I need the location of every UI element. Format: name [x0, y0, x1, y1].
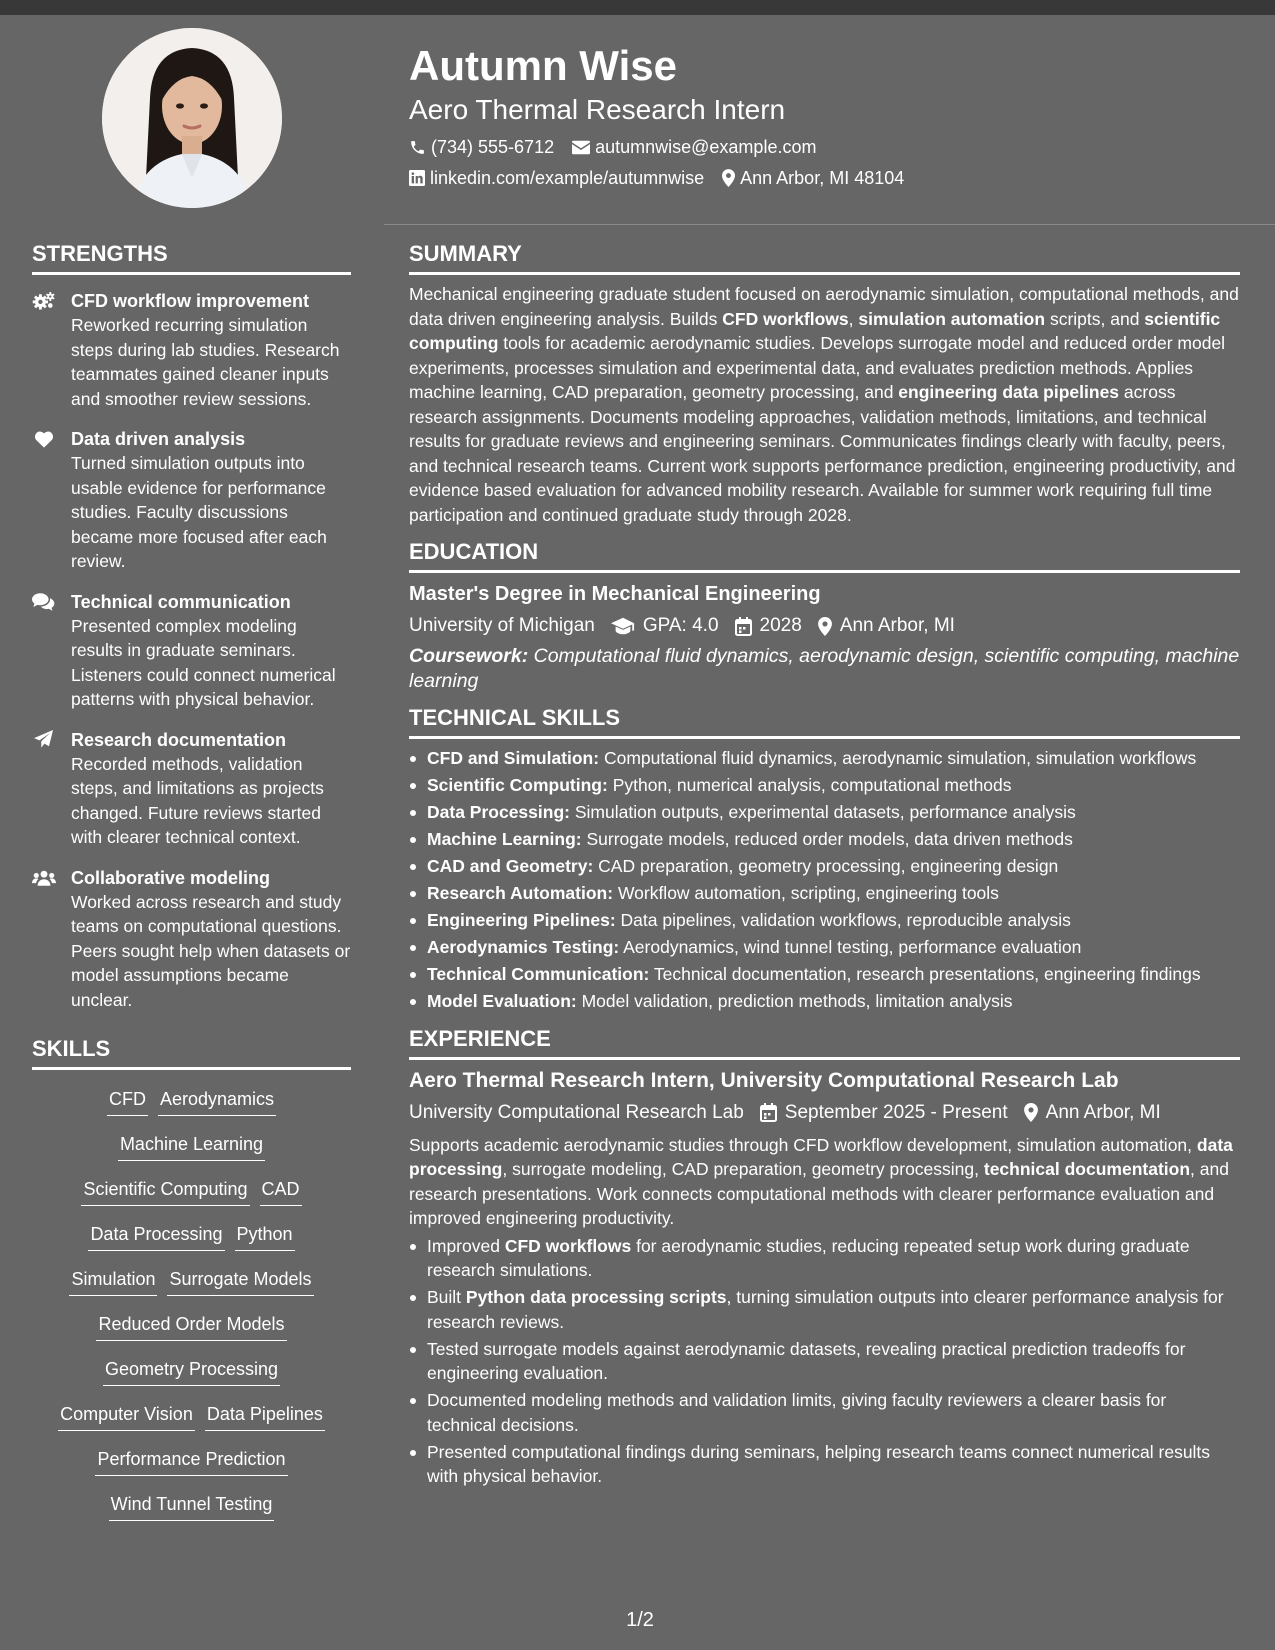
skill-values: Workflow automation, scripting, engineering tools — [617, 883, 999, 903]
skills-rule — [32, 1067, 351, 1070]
education-heading: EDUCATION — [409, 539, 539, 564]
technical-skill-item — [409, 854, 1240, 879]
year-text: 2028 — [759, 615, 802, 636]
coursework-label: Coursework: — [409, 645, 529, 667]
bold-text: CFD workflows — [504, 1235, 632, 1256]
skill-category: Scientific Computing: — [427, 775, 608, 795]
strength-desc: Turned simulation outputs into usable evidence for performance studies. Faculty discussions became more focused after each review. — [71, 453, 327, 571]
skill-tag: Machine Learning — [118, 1129, 265, 1161]
experience-section — [409, 1026, 1240, 1489]
text-run: for aerodynamic studies, reducing repeated setup work during graduate research simulations. — [427, 1235, 1190, 1280]
edu-location-item — [818, 613, 955, 639]
skill-tag: Data Pipelines — [205, 1399, 325, 1431]
skill-row — [32, 1084, 351, 1129]
experience-bullet — [409, 1234, 1240, 1283]
skill-tag: CAD — [260, 1174, 302, 1206]
skill-tag: Aerodynamics — [158, 1084, 276, 1116]
education-rule — [409, 570, 1240, 573]
experience-bullet — [409, 1337, 1240, 1386]
skill-values: Aerodynamics, wind tunnel testing, performance evaluation — [623, 937, 1082, 957]
strength-title: Technical communication — [71, 591, 291, 612]
bold-text: scientific computing — [409, 308, 1221, 353]
gpa-item — [611, 613, 719, 639]
skill-tag: Performance Prediction — [95, 1444, 287, 1476]
strengths-list — [32, 289, 351, 1012]
skill-row — [32, 1219, 351, 1264]
skill-category: Engineering Pipelines: — [427, 910, 616, 930]
strengths-heading: STRENGTHS — [32, 241, 168, 266]
job-dates-item — [760, 1100, 1008, 1126]
skill-values: Simulation outputs, experimental datasets, performance analysis — [574, 802, 1076, 822]
skill-values: Computational fluid dynamics, aerodynamic simulation, simulation workflows — [603, 748, 1197, 768]
linkedin-contact[interactable] — [409, 166, 704, 190]
location-contact — [722, 166, 904, 190]
paper-plane-icon — [32, 730, 56, 750]
technical-skill-item — [409, 908, 1240, 933]
job-title: Aero Thermal Research Intern, University Computational Research Lab — [409, 1068, 1119, 1092]
strength-title: CFD workflow improvement — [71, 291, 310, 311]
graduation-cap-icon — [611, 617, 635, 635]
resume-header — [409, 43, 1229, 190]
text-run: , and research presentations. Work connects computational methods with clearer performance evaluation and improved engineering productivity. — [409, 1159, 1229, 1228]
calendar-icon — [735, 617, 752, 636]
skill-values: Surrogate models, reduced order models, data driven methods — [586, 829, 1073, 849]
skill-values: Model validation, prediction methods, limitation analysis — [581, 991, 1013, 1011]
experience-rule — [409, 1057, 1240, 1060]
skill-row — [32, 1174, 351, 1219]
technical-skills-list — [409, 746, 1240, 1014]
skill-row — [32, 1354, 351, 1399]
sidebar — [32, 241, 351, 1534]
text-run: tools for academic aerodynamic studies. Develops surrogate model and reduced order model experiments, processes simulation and experimental data, and evaluates prediction methods. Applies machine learning, CAD preparation, geometry processing, and — [409, 333, 1226, 402]
skill-category: Research Automation: — [427, 883, 614, 903]
strength-item — [32, 289, 351, 411]
job-meta — [409, 1100, 1240, 1126]
technical-skill-item — [409, 962, 1240, 987]
summary-text — [409, 282, 1240, 527]
text-run: Tested surrogate models against aerodynamic datasets, revealing practical prediction tradeoffs for engineering evaluation. — [427, 1338, 1186, 1383]
map-marker-icon — [818, 617, 832, 636]
skill-tag: Geometry Processing — [103, 1354, 280, 1386]
phone-contact[interactable] — [409, 135, 554, 159]
summary-rule — [409, 272, 1240, 275]
coursework — [409, 644, 1240, 693]
skill-category: Aerodynamics Testing: — [427, 937, 620, 957]
strength-item — [32, 866, 351, 1013]
profile-photo — [102, 28, 282, 208]
contact-row-2 — [409, 166, 1229, 190]
top-bar — [0, 0, 1275, 15]
education-meta — [409, 613, 1240, 639]
experience-bullet — [409, 1285, 1240, 1334]
technical-skill-item — [409, 881, 1240, 906]
text-run: Supports academic aerodynamic studies through CFD workflow development, simulation automation, — [409, 1134, 1197, 1155]
phone-text: (734) 555-6712 — [431, 137, 555, 157]
technical-skill-item — [409, 827, 1240, 852]
map-marker-icon — [1024, 1103, 1038, 1122]
skill-tag: Reduced Order Models — [96, 1309, 286, 1341]
text-run: Mechanical engineering graduate student focused on aerodynamic simulation, computational methods, and data driven engineering analysis. Builds — [409, 284, 1239, 329]
text-run: , surrogate modeling, CAD preparation, geometry processing, — [502, 1159, 984, 1179]
users-icon — [32, 868, 56, 888]
skill-tag: Simulation — [69, 1264, 157, 1296]
text-run: scripts, and — [1045, 308, 1145, 329]
envelope-icon — [572, 140, 590, 155]
skill-values: Python, numerical analysis, computational methods — [612, 775, 1012, 795]
job-location-item — [1024, 1100, 1161, 1126]
technical-skill-item — [409, 800, 1240, 825]
technical-skills-heading: TECHNICAL SKILLS — [409, 705, 621, 730]
text-run: , — [848, 308, 859, 329]
coursework-text: Computational fluid dynamics, aerodynamic design, scientific computing, machine learning — [409, 645, 1240, 692]
skill-category: CFD and Simulation: — [427, 748, 600, 768]
skill-row — [32, 1309, 351, 1354]
skill-row — [32, 1399, 351, 1444]
experience-heading: EXPERIENCE — [409, 1025, 551, 1051]
experience-bullets — [409, 1234, 1240, 1489]
strength-item — [32, 427, 351, 574]
skill-tag: Computer Vision — [58, 1399, 195, 1431]
strength-desc: Reworked recurring simulation steps during lab studies. Research teammates gained cleaner inputs and smoother review sessions. — [71, 315, 340, 409]
skill-category: Model Evaluation: — [427, 991, 577, 1011]
comments-icon — [32, 592, 56, 612]
contact-row-1 — [409, 135, 1229, 159]
text-run: , turning simulation outputs into clearer performance analysis for research reviews. — [427, 1287, 1224, 1332]
education-section — [409, 539, 1240, 693]
linkedin-icon — [409, 170, 425, 186]
skill-tag: Scientific Computing — [81, 1174, 249, 1206]
heart-icon — [32, 429, 56, 449]
skill-tag: Data Processing — [88, 1219, 224, 1251]
degree-title: Master's Degree in Mechanical Engineering — [409, 583, 821, 605]
phone-icon — [409, 139, 426, 156]
skill-values: Technical documentation, research presentations, engineering findings — [653, 964, 1201, 984]
skill-values: CAD preparation, geometry processing, engineering design — [598, 856, 1059, 876]
candidate-role: Aero Thermal Research Intern — [409, 94, 786, 125]
strength-desc: Worked across research and study teams on computational questions. Peers sought help when datasets or model assumptions became unclear. — [71, 891, 351, 1010]
skill-tag: Wind Tunnel Testing — [109, 1489, 275, 1521]
school-name: University of Michigan — [409, 615, 595, 636]
experience-intro — [409, 1133, 1240, 1231]
gpa-text: GPA: 4.0 — [642, 615, 719, 636]
main-content — [409, 241, 1240, 1501]
technical-skill-item — [409, 935, 1240, 960]
skill-row — [32, 1129, 351, 1174]
skill-tag: Surrogate Models — [167, 1264, 313, 1296]
bold-text: Python data processing scripts — [465, 1287, 727, 1307]
map-marker-icon — [722, 169, 735, 187]
year-item — [735, 613, 802, 639]
page-number: 1/2 — [626, 1609, 654, 1631]
bold-text: CFD workflows — [722, 308, 849, 329]
bold-text: technical documentation — [983, 1159, 1191, 1179]
summary-section — [409, 241, 1240, 527]
skill-tag: CFD — [107, 1084, 148, 1116]
job-dates-text: September 2025 - Present — [784, 1101, 1008, 1123]
email-contact[interactable] — [572, 135, 816, 159]
calendar-icon — [760, 1103, 777, 1122]
technical-skill-item — [409, 989, 1240, 1014]
technical-skill-item — [409, 773, 1240, 798]
experience-bullet — [409, 1388, 1240, 1437]
strengths-rule — [32, 272, 351, 275]
technical-skills-section — [409, 705, 1240, 1014]
skill-tag: Python — [235, 1219, 295, 1251]
skill-category: Technical Communication: — [427, 964, 650, 984]
bold-text: simulation automation — [858, 308, 1046, 329]
resume-page — [0, 15, 1275, 1650]
strength-title: Data driven analysis — [71, 429, 246, 449]
strength-item — [32, 728, 351, 850]
text-run: across research assignments. Documents modeling approaches, validation methods, limitations, and technical results for graduate reviews and engineering seminars. Communicates findings clearly with faculty, peers, and technical research teams. Current work supports performance prediction, engineering productivity, and evidence based evaluation for advanced mobility research. Available for summer work requiring full time participation and continued graduate study through 2028. — [409, 382, 1236, 525]
strength-desc: Presented complex modeling results in graduate seminars. Listeners could connect numerical patterns with physical behavior. — [71, 615, 336, 709]
strength-title: Research documentation — [71, 729, 287, 750]
text-run: Improved — [427, 1235, 505, 1256]
strength-item — [32, 590, 351, 712]
text-run: Built — [427, 1287, 466, 1307]
edu-location-text: Ann Arbor, MI — [839, 615, 955, 636]
header-divider — [384, 224, 1275, 225]
strength-desc: Recorded methods, validation steps, and limitations as projects changed. Future reviews started with clearer technical context. — [71, 753, 324, 847]
strength-title: Collaborative modeling — [71, 867, 271, 888]
skills-heading: SKILLS — [32, 1036, 111, 1061]
job-org: University Computational Research Lab — [409, 1101, 744, 1123]
text-run: Presented computational findings during seminars, helping research teams connect numerical results with physical behavior. — [427, 1441, 1211, 1486]
skill-category: Data Processing: — [427, 802, 570, 822]
job-location-text: Ann Arbor, MI — [1045, 1101, 1161, 1123]
experience-bullet — [409, 1440, 1240, 1489]
skill-values: Data pipelines, validation workflows, reproducible analysis — [620, 910, 1071, 930]
skill-category: Machine Learning: — [427, 829, 582, 849]
technical-skill-item — [409, 746, 1240, 771]
location-text: Ann Arbor, MI 48104 — [740, 168, 905, 188]
linkedin-text: linkedin.com/example/autumnwise — [430, 168, 705, 188]
technical-skills-rule — [409, 736, 1240, 739]
skill-row — [32, 1264, 351, 1309]
bold-text: engineering data pipelines — [898, 382, 1120, 402]
skill-row — [32, 1444, 351, 1489]
candidate-name: Autumn Wise — [409, 42, 677, 89]
gears-icon — [32, 291, 56, 311]
text-run: Documented modeling methods and validation limits, giving faculty reviewers a clearer basis for technical decisions. — [427, 1390, 1167, 1435]
skills-list — [32, 1084, 351, 1534]
email-text: autumnwise@example.com — [595, 137, 817, 157]
bold-text: data processing — [409, 1134, 1233, 1179]
skill-row — [32, 1489, 351, 1534]
summary-heading: SUMMARY — [409, 241, 522, 266]
skill-category: CAD and Geometry: — [427, 856, 594, 876]
